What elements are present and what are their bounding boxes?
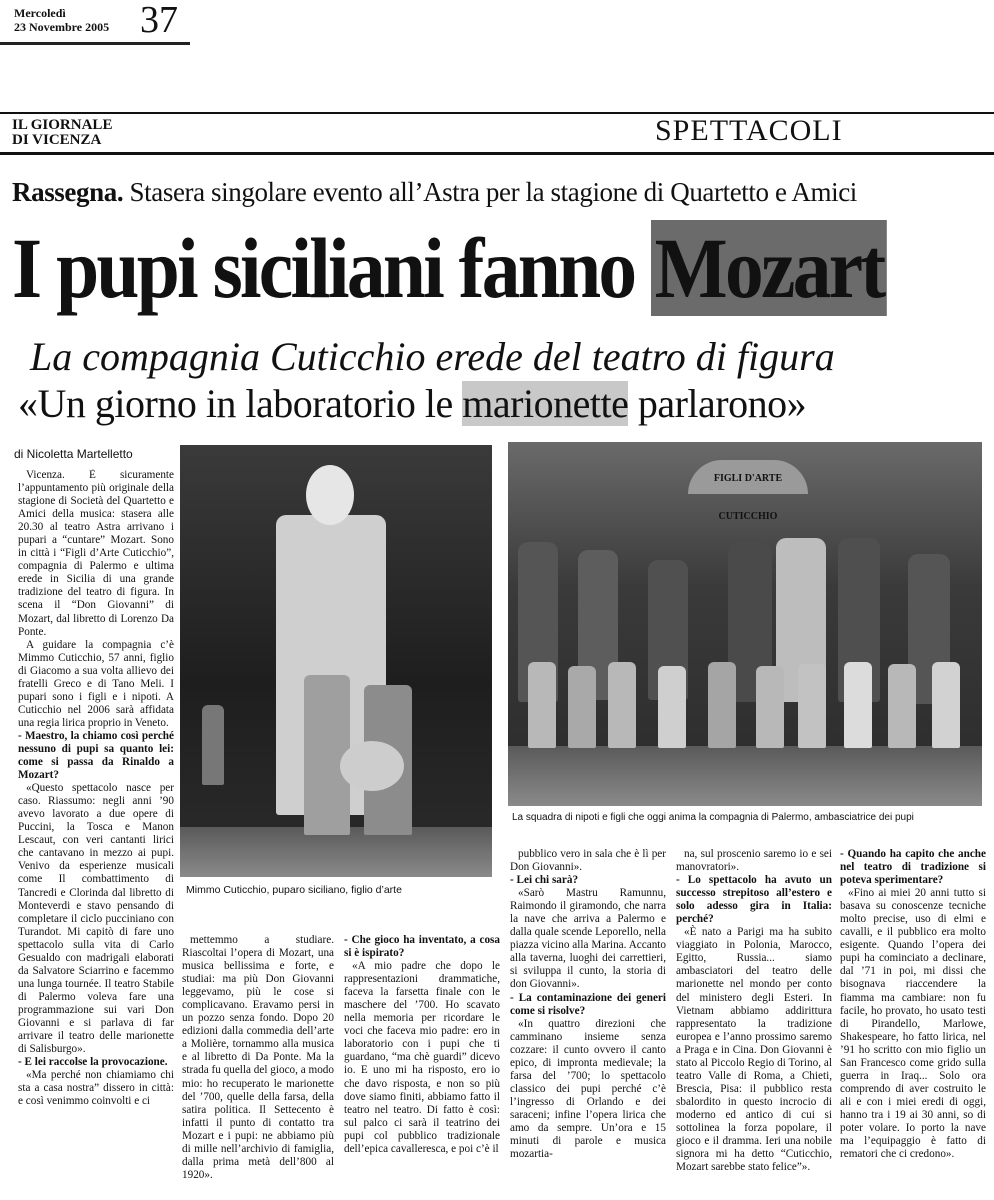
article-column-5 (676, 848, 832, 1196)
photo-puppet-shield (340, 741, 404, 791)
byline: di Nicoletta Martelletto (14, 447, 133, 461)
issue-date: Mercoledì 23 Novembre 2005 (14, 6, 110, 34)
interview-question: - La contaminazione dei generi come si risolve? (510, 991, 666, 1017)
interview-question: - Che gioco ha inventato, a cosa si è ispirato? (344, 934, 500, 960)
section-title: SPETTACOLI (655, 114, 843, 147)
photo-puppet-small (202, 705, 224, 785)
photo-puppet-row-5 (708, 662, 736, 748)
photo-banner: FIGLI D'ARTE CUTICCHIO (688, 460, 808, 494)
top-rule (0, 42, 190, 45)
headline-highlight: Mozart (651, 220, 887, 316)
headline-main: I pupi siciliani fanno (12, 220, 635, 316)
page-number: 37 (140, 0, 178, 41)
photo-caption-left: Mimmo Cuticchio, puparo siciliano, figlio d’arte (186, 884, 402, 896)
photo-puppet-row-4 (658, 666, 686, 748)
photo-compagnia (508, 442, 982, 806)
photo-puppet-row-9 (888, 664, 916, 748)
photo-puppet-row-6 (756, 666, 784, 748)
header-rule-bottom (0, 152, 994, 155)
interview-question: - Maestro, la chiamo così perché nessuno di pupi sa quanto lei: come si passa da Rinaldo a Mozart? (18, 729, 174, 782)
headline (12, 222, 887, 314)
article-paragraph: «È nato a Parigi ma ha subito viaggiato in Polonia, Marocco, Egitto, Russia... siamo ambasciatori del teatro delle marionette nel mondo per conto del ministero degli Esteri. In Vietnam abbiamo addirittura rappresentato la tradizione europea e l’anno prossimo saremo a Praga e in Cina. Don Giovanni è stato al Piccolo Regio di Torino, al teatro Valle di Roma, a Chieti, Brescia, Pisa: il pubblico resta sbalordito in questo incrocio di moderno ed antico di cui si sottolinea la forza popolare, il gioco e il dramma. Ieri una nobile signora mi ha detto “Cuticchio, Mozart sarebbe stato felice”». (676, 926, 832, 1174)
photo-puppet-row-3 (608, 662, 636, 748)
article-column-3 (344, 934, 500, 1196)
photo-puppet-row-1 (528, 662, 556, 748)
article-paragraph: «Fino ai miei 20 anni tutto si basava su conoscenze tecniche molto precise, uso di elmi e cavalli, e il pubblico era molto esigente. Quando l’opera dei pupi ha cominciato a declinare, dal ’71 in poi, mi dissi che bisognava riaccendere la fiamma ma cambiare: non fu facile, ho provato, ho usato testi di Pirandello, Marlowe, Shakespeare, ho fatto lirica, nel ’91 ho scritto con mio figlio un San Francesco come grido sulla guerra in Iraq... Solo ora comprendo di aver costruito le ali e con i miei eredi di oggi, hanno tra i 19 ai 30 anni, so di poter volare. Io porto la nave ma l’equipaggio è fatto di rematori che ci credono». (840, 887, 986, 1161)
kicker (12, 176, 857, 208)
article-paragraph: Vicenza. È sicuramente l’appuntamento più originale della stagione di Società del Quartetto e Amici della musica: stasera alle 20.30 al teatro Astra arrivano i pupari a “cuntare” Mozart. Sono in città i “Figli d’Arte Cuticchio”, compagnia di Palermo e ultima erede in Sicilia di una grande tradizione del teatro di figura. In scena il “Don Giovanni” di Mozart, dal libretto di Lorenzo Da Ponte. (18, 469, 174, 638)
article-paragraph: «A mio padre che dopo le rappresentazioni drammatiche, faceva la farsetta finale con le maschere del ’700. Ho scavato nella memoria per ricordare le voci che faceva mio padre: ero in laboratorio con i pupi che ti guardano, “ma chè guardi” dicevo io. E uno mi ha risposto, ero io che davo risposta, e non so più dove siamo finiti, abbiamo fatto il teatro nel teatro. Di fatto è così: sul palco ci sarà il teatrino dei pupi col pubblico tradizionale dell’epica cavalleresca, e poi c’è il (344, 960, 500, 1155)
article-column-4 (510, 848, 666, 1196)
photo-puppet-row-10 (932, 662, 960, 748)
article-column-1 (18, 469, 174, 1195)
interview-question: - Quando ha capito che anche nel teatro di tradizione si poteva sperimentare? (840, 848, 986, 887)
header-rule-top (0, 112, 994, 114)
subtitle-2-highlight: marionette (462, 381, 629, 426)
subtitle-1: La compagnia Cuticchio erede del teatro di figura (30, 334, 835, 379)
article-column-6 (840, 848, 986, 1196)
article-paragraph: A guidare la compagnia c’è Mimmo Cuticchio, 57 anni, figlio di Giacomo a sua volta allievo dei fratelli Greco e di Tano Meli. I pupari sono i figli e i nipoti. A Cuticchio nel 2006 sarà affidata una regia lirica proprio in Veneto. (18, 638, 174, 729)
kicker-label: Rassegna. (12, 177, 124, 207)
photo-puparo (180, 445, 492, 877)
interview-question: - Lei chi sarà? (510, 874, 579, 887)
subtitle-2-before: «Un giorno in laboratorio le (18, 381, 453, 426)
article-column-2 (182, 934, 334, 1196)
photo-puppet-row-7 (798, 664, 826, 748)
article-paragraph: mettemmo a studiare. Riascoltai l’opera di Mozart, una musica bellissima e forte, e studiai: ma più Don Giovanni leggevamo, più le cose si complicavano. Eravamo persi in un pozzo senza fondo. Dopo 20 edizioni dalla commedia dell’arte a Molière, tornammo alla musica e al libretto di Da Ponte. Ma la strada fu quella del gioco, a modo mio: ho recuperato le marionette del ’700, quelle della farsa, della satira politica. Il Settecento è infatti il punto di contatto tra Mozart e i pupi: ne abbiamo più di mille nell’archivio di famiglia, dalla prima metà dell’800 al 1920». (182, 934, 334, 1181)
kicker-text: Stasera singolare evento all’Astra per la stagione di Quartetto e Amici (129, 177, 857, 207)
article-paragraph: na, sul proscenio saremo io e sei manovratori». (676, 848, 832, 874)
photo-stage-front (508, 746, 982, 806)
newspaper-name: IL GIORNALE DI VICENZA (12, 117, 113, 148)
interview-question: - Lo spettacolo ha avuto un successo strepitoso all’estero e solo adesso gira in Italia: perché? (676, 874, 832, 926)
photo-puppet-row-8 (844, 662, 872, 748)
article-paragraph: «In quattro direzioni che camminano insieme senza cozzare: il cunto ovvero il canto epico, di impronta medievale; la farsa del ’700; lo spettacolo classico dei pupi perché c’è l’ingresso di Orlando e dei saraceni; infine l’opera lirica che amo da sempre. Un’ora e 15 minuti di parole e musica mozartia- (510, 1017, 666, 1161)
interview-question: - E lei raccolse la provocazione. (18, 1056, 168, 1069)
photo-puparo-head (306, 465, 354, 525)
article-paragraph: pubblico vero in sala che è lì per Don Giovanni». (510, 848, 666, 874)
article-paragraph: «Questo spettacolo nasce per caso. Riassumo: negli anni ’90 avevo lavorato a due opere di Puccini, la Tosca e Manon Lescaut, con veri cantanti lirici che cantavano in mezzo ai pupi. Venivo da esperienze musicali come Il combattimento di Tancredi e Clorinda dal libretto di Monteverdi e stavo pensando di completare il ciclo pucciniano con Turandot. Mi capitò di fare uno spettacolo sulla vita di Carlo Gesualdo con madrigali elaborati da Salvatore Sciarrino e facemmo una lunga tournée. Il teatro Stabile di Palermo voleva fare una programmazione sui vari Don Giovanni e si parlava di far arrivare il teatro delle marionette di Salisburgo». (18, 782, 174, 1056)
article-paragraph: «Ma perché non chiamiamo chi sta a casa nostra” dissero in città: e così venimmo coinvolti e ci (18, 1069, 174, 1108)
photo-puppet-row-2 (568, 666, 596, 748)
subtitle-2-after: parlarono» (637, 381, 807, 426)
article-paragraph: «Sarò Mastru Ramunnu, Raimondo il giramondo, che narra la nave che arriva a Palermo e dalla quale scende Leporello, nella piazza vicino alla Marina. Accanto alla taverna, luoghi dei carrettieri, si sviluppa il cunto, la storia di don Giovanni». (510, 887, 666, 991)
subtitle-2 (18, 382, 806, 426)
photo-caption-right: La squadra di nipoti e figli che oggi anima la compagnia di Palermo, ambasciatrice dei pupi (512, 812, 914, 823)
